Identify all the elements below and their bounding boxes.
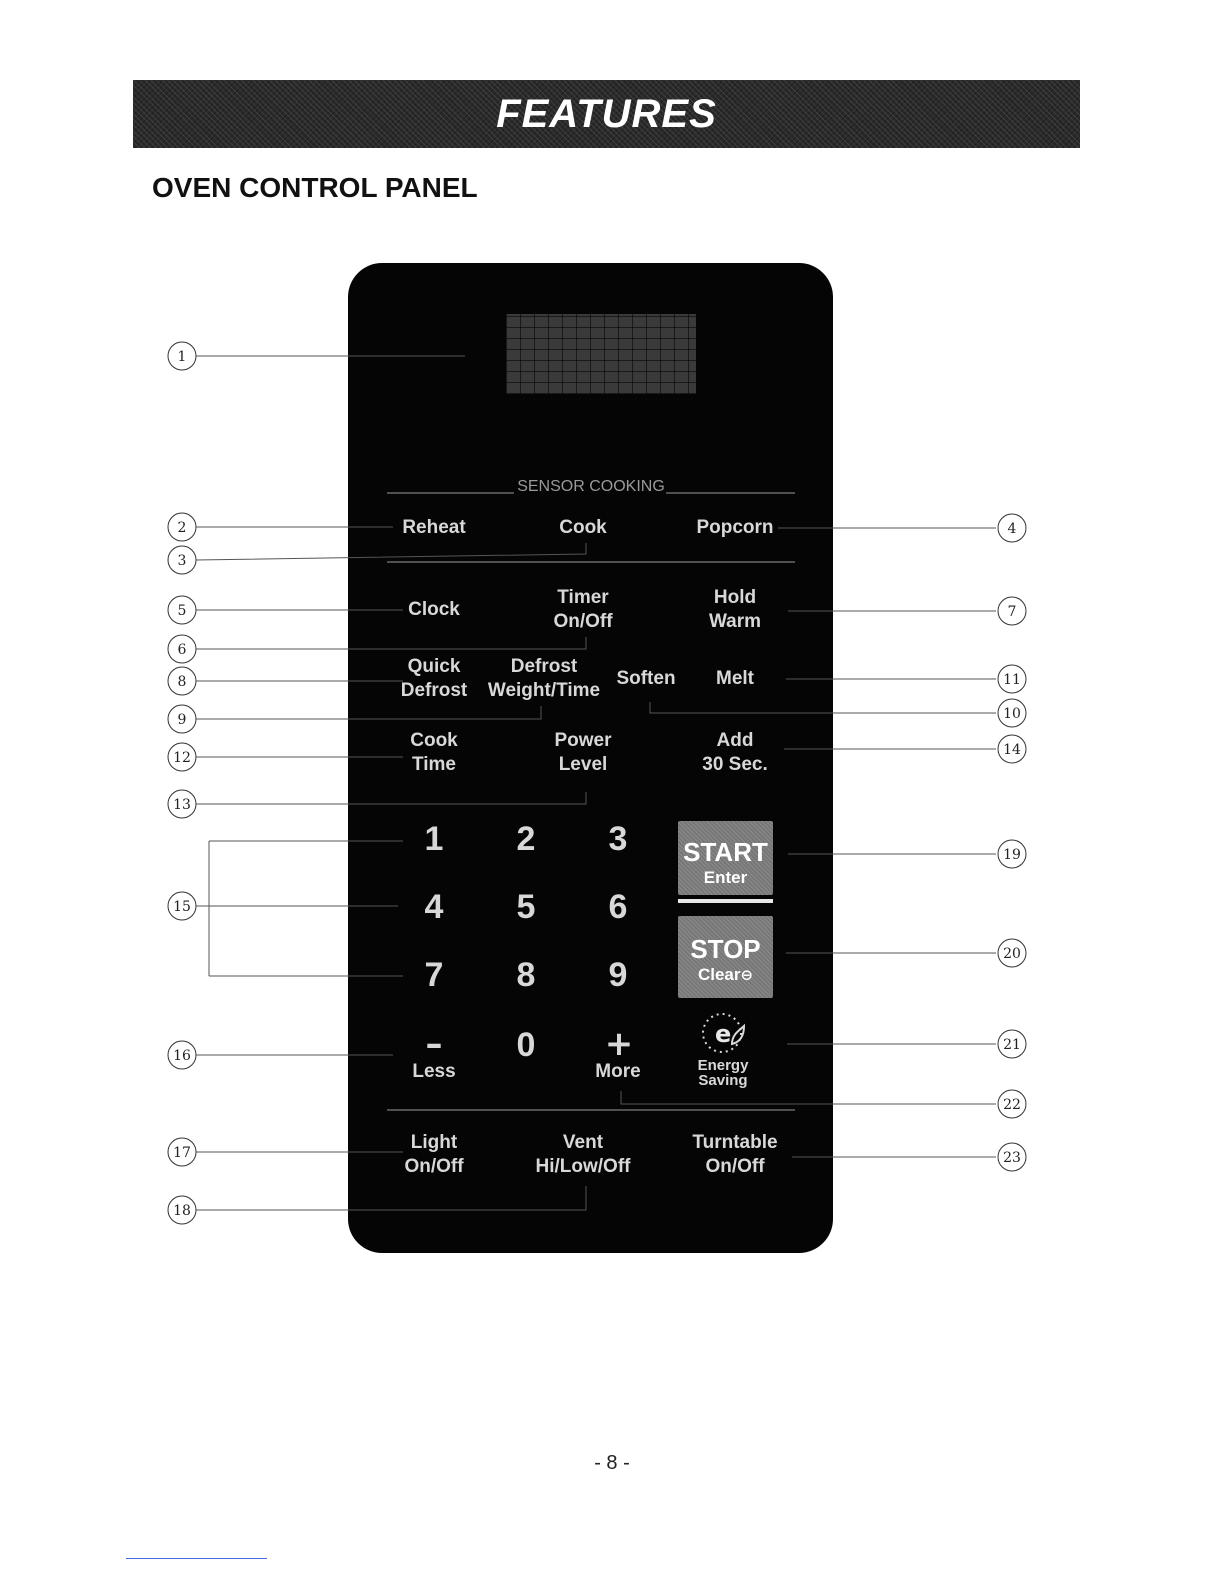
- cook-time-button[interactable]: Cook Time: [410, 730, 458, 775]
- callout-number-15: 15: [173, 899, 191, 915]
- section-title: OVEN CONTROL PANEL: [152, 172, 478, 203]
- hold-warm-button[interactable]: Hold Warm: [708, 587, 762, 632]
- quick-defrost-button[interactable]: Quick Defrost: [400, 656, 468, 701]
- stop-label: STOP: [690, 934, 761, 964]
- callout-number-8: 8: [177, 674, 187, 690]
- cook-button[interactable]: Cook: [559, 517, 607, 538]
- callout-number-5: 5: [177, 603, 187, 619]
- callout-number-19: 19: [1003, 847, 1021, 863]
- callout-line-22: [621, 1091, 996, 1104]
- callout-number-18: 18: [173, 1203, 191, 1219]
- clock-button[interactable]: Clock: [408, 599, 460, 620]
- lock-icon: ⊖: [740, 966, 754, 984]
- digit-0-button[interactable]: 0: [516, 1026, 536, 1064]
- callout-number-4: 4: [1007, 521, 1017, 537]
- digit-8-button[interactable]: 8: [516, 956, 536, 994]
- digit-7-button[interactable]: 7: [424, 956, 444, 994]
- reheat-button[interactable]: Reheat: [402, 517, 466, 538]
- callout-number-3: 3: [177, 553, 187, 569]
- clear-label: Clear⊖: [697, 965, 754, 984]
- callout-number-9: 9: [177, 712, 187, 728]
- callout-number-17: 17: [173, 1145, 191, 1161]
- popcorn-button[interactable]: Popcorn: [696, 517, 774, 538]
- digit-1-button[interactable]: 1: [424, 820, 444, 858]
- callout-number-10: 10: [1003, 706, 1021, 722]
- add-30-sec-button[interactable]: Add 30 Sec.: [702, 730, 768, 775]
- callout-number-13: 13: [173, 797, 191, 813]
- digit-9-button[interactable]: 9: [608, 956, 628, 994]
- more-button[interactable]: More: [595, 1061, 641, 1082]
- callout-line-18: [196, 1186, 586, 1210]
- soften-button[interactable]: Soften: [616, 668, 676, 689]
- callout-number-2: 2: [177, 520, 187, 536]
- energy-saving-icon[interactable]: [698, 1010, 750, 1056]
- stop-clear-button[interactable]: [678, 916, 773, 998]
- start-label: START: [683, 837, 768, 867]
- melt-button[interactable]: Melt: [716, 668, 754, 689]
- callout-line-3: [196, 543, 586, 560]
- digit-2-button[interactable]: 2: [516, 820, 536, 858]
- callout-number-22: 22: [1003, 1097, 1021, 1113]
- callout-line-9: [196, 706, 541, 719]
- sensor-cooking-label: SENSOR COOKING: [517, 478, 665, 495]
- minus-icon[interactable]: –: [425, 1024, 443, 1064]
- svg-text:e: e: [715, 1020, 732, 1048]
- less-button[interactable]: Less: [412, 1061, 456, 1082]
- callout-number-12: 12: [173, 750, 191, 766]
- callout-number-7: 7: [1007, 604, 1017, 620]
- footer-rule: [126, 1558, 267, 1559]
- power-level-button[interactable]: Power Level: [554, 730, 612, 775]
- energy-saving-label: Energy Saving: [697, 1057, 749, 1089]
- banner-title: FEATURES: [496, 91, 717, 136]
- digit-6-button[interactable]: 6: [608, 888, 628, 926]
- callout-number-20: 20: [1003, 946, 1021, 962]
- timer-button[interactable]: Timer On/Off: [553, 587, 613, 632]
- defrost-weight-time-button[interactable]: Defrost Weight/Time: [487, 656, 601, 701]
- callout-number-16: 16: [173, 1048, 191, 1064]
- digit-4-button[interactable]: 4: [424, 888, 444, 926]
- callout-number-6: 6: [177, 642, 187, 658]
- digit-3-button[interactable]: 3: [608, 820, 628, 858]
- enter-label: Enter: [703, 868, 748, 887]
- start-enter-button[interactable]: [678, 821, 773, 895]
- turntable-button[interactable]: Turntable On/Off: [692, 1132, 778, 1177]
- page-number: - 8 -: [594, 1452, 630, 1474]
- vent-button[interactable]: Vent Hi/Low/Off: [535, 1132, 631, 1177]
- start-underline: [678, 899, 773, 903]
- digit-5-button[interactable]: 5: [516, 888, 536, 926]
- callout-number-21: 21: [1003, 1037, 1021, 1053]
- callout-line-6: [196, 637, 586, 649]
- callout-line-10: [650, 702, 996, 713]
- callout-number-14: 14: [1003, 742, 1021, 758]
- callout-number-11: 11: [1003, 672, 1021, 688]
- callout-number-1: 1: [177, 349, 187, 365]
- callout-number-23: 23: [1003, 1150, 1021, 1166]
- light-button[interactable]: Light On/Off: [404, 1132, 464, 1177]
- callout-line-13: [196, 792, 586, 804]
- plus-icon[interactable]: +: [604, 1024, 634, 1064]
